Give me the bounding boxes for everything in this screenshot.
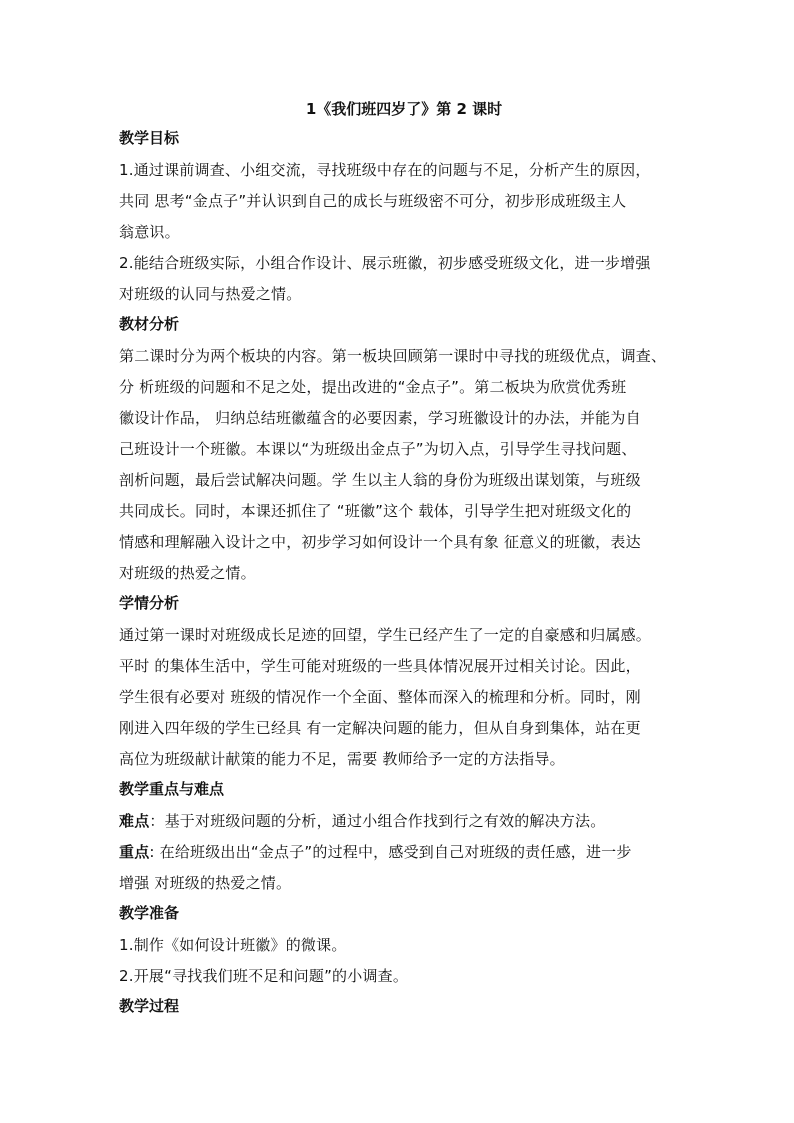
text-line: 学生很有必要对 班级的情况作一个全面、整体而深入的梳理和分析。同时，刚: [119, 688, 641, 706]
text-line: 徽设计作品， 归纳总结班徽蕴含的必要因素，学习班徽设计的办法，并能为自: [119, 409, 641, 427]
text-line: 通过第一课时对班级成长足迹的回望，学生已经产生了一定的自豪感和归属感。: [119, 626, 652, 644]
text-line: 翁意识。: [119, 223, 180, 241]
heading-keypoints: 教学重点与难点: [119, 780, 225, 798]
goal-paragraph-2: [119, 248, 689, 310]
students-paragraph: [119, 620, 689, 775]
text-line: 对班级的热爱之情。: [119, 564, 256, 582]
heading-goals: 教学目标: [119, 129, 180, 147]
text-line: [119, 806, 689, 837]
document-title: 1《我们班四岁了》第 2 课时: [305, 100, 503, 118]
text-line: 情感和理解融入设计之中，初步学习如何设计一个具有象 征意义的班徽，表达: [119, 533, 641, 551]
focus-text: : 在给班级出出“金点子”的过程中，感受到自己对班级的责任感，进一步: [149, 843, 632, 861]
text-line: 剖析问题，最后尝试解决问题。学 生以主人翁的身份为班级出谋划策，与班级: [119, 471, 641, 489]
heading-students: 学情分析: [119, 594, 180, 612]
difficulty-paragraph: [119, 806, 689, 837]
difficulty-label: 难点: [119, 812, 150, 830]
text-line: 共同 思考“金点子”并认识到自己的成长与班级密不可分，初步形成班级主人: [119, 192, 627, 210]
text-line: 平时 的集体生活中，学生可能对班级的一些具体情况展开过相关讨论。因此，: [119, 657, 641, 675]
list-item: 2.开展“寻找我们班不足和问题”的小调查。: [119, 967, 409, 985]
heading-material: 教材分析: [119, 315, 180, 333]
material-paragraph: [119, 341, 689, 589]
focus-label: 重点: [119, 843, 150, 861]
text-line: 分 析班级的问题和不足之处，提出改进的“金点子”。第二板块为欣赏优秀班: [119, 378, 627, 396]
text-line: 1.通过课前调查、小组交流，寻找班级中存在的问题与不足，分析产生的原因，: [119, 161, 651, 179]
focus-paragraph: [119, 837, 689, 899]
goal-paragraph-1: [119, 155, 689, 248]
text-line: 2.能结合班级实际，小组合作设计、展示班徽，初步感受班级文化，进一步增强: [119, 254, 651, 272]
text-line: 共同成长。同时，本课还抓住了 “班徽”这个 载体，引导学生把对班级文化的: [119, 502, 632, 520]
text-line: 增强 对班级的热爱之情。: [119, 874, 292, 892]
difficulty-text: ：基于对班级问题的分析，通过小组合作找到行之有效的解决方法。: [149, 812, 606, 830]
text-line: 高位为班级献计献策的能力不足，需要 教师给予一定的方法指导。: [119, 750, 565, 768]
heading-prep: 教学准备: [119, 904, 180, 922]
text-line: 刚进入四年级的学生已经具 有一定解决问题的能力，但从自身到集体，站在更: [119, 719, 641, 737]
text-line: 己班设计一个班徽。本课以“为班级出金点子”为切入点，引导学生寻找问题、: [119, 440, 637, 458]
text-line: [119, 837, 689, 868]
prep-list: [119, 930, 689, 992]
text-line: 第二课时分为两个板块的内容。第一板块回顾第一课时中寻找的班级优点，调查、: [119, 347, 667, 365]
document-content: [119, 124, 689, 1023]
text-line: 对班级的认同与热爱之情。: [119, 285, 302, 303]
heading-process: 教学过程: [119, 997, 180, 1015]
list-item: 1.制作《如何设计班徽》的微课。: [119, 936, 347, 954]
